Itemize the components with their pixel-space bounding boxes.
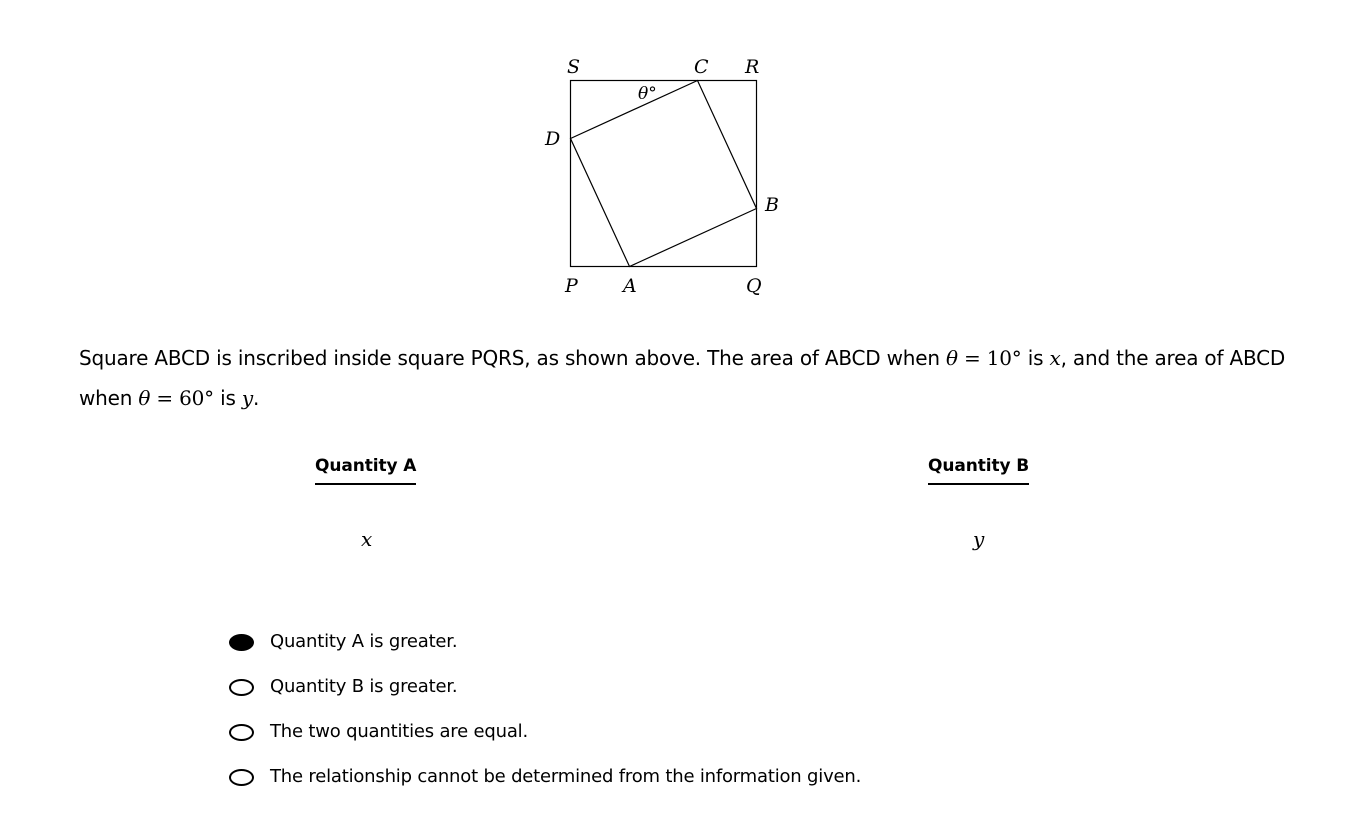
choice-label: The two quantities are equal. xyxy=(270,721,528,742)
question-part: is xyxy=(1021,346,1050,370)
geometry-figure xyxy=(520,48,820,308)
quantity-b-heading: Quantity B xyxy=(928,456,1029,485)
label-s: S xyxy=(567,56,581,78)
choice-label: Quantity B is greater. xyxy=(270,676,458,697)
question-part: Square ABCD is inscribed inside square PQRS, as shown above. The area of ABCD when xyxy=(79,346,947,370)
choice-cannot-determine[interactable] xyxy=(229,755,861,800)
math-var-y: y xyxy=(241,386,253,410)
question-part: . xyxy=(252,386,260,410)
question-part: , and the area of ABCD when xyxy=(79,346,1286,410)
label-r: R xyxy=(745,56,760,78)
choice-a-greater[interactable] xyxy=(229,620,861,665)
quantity-a-heading: Quantity A xyxy=(315,456,416,485)
radio-button[interactable] xyxy=(229,634,254,651)
radio-button[interactable] xyxy=(229,679,254,696)
label-a: A xyxy=(623,275,637,297)
math-theta-eq-60: θ = 60° xyxy=(138,386,214,410)
choice-label: Quantity A is greater. xyxy=(270,631,458,652)
outer-square-pqrs xyxy=(571,81,757,267)
choice-equal[interactable] xyxy=(229,710,861,755)
label-p: P xyxy=(565,275,578,297)
label-b: B xyxy=(765,194,779,216)
label-c: C xyxy=(694,56,709,78)
quantity-a-value: x xyxy=(361,527,373,551)
label-q: Q xyxy=(746,275,762,297)
answer-choices xyxy=(229,620,861,800)
radio-button[interactable] xyxy=(229,769,254,786)
choice-label: The relationship cannot be determined from the information given. xyxy=(270,766,862,787)
label-d: D xyxy=(545,128,561,150)
math-var-x: x xyxy=(1049,346,1061,370)
question-part: is xyxy=(213,386,242,410)
inner-square-abcd xyxy=(571,81,757,267)
radio-button[interactable] xyxy=(229,724,254,741)
math-theta-eq-10: θ = 10° xyxy=(946,346,1022,370)
squares-diagram xyxy=(520,48,820,308)
choice-b-greater[interactable] xyxy=(229,665,861,710)
label-theta: θ° xyxy=(638,84,657,104)
quantity-b-value: y xyxy=(973,527,985,551)
question-text xyxy=(79,338,1309,418)
